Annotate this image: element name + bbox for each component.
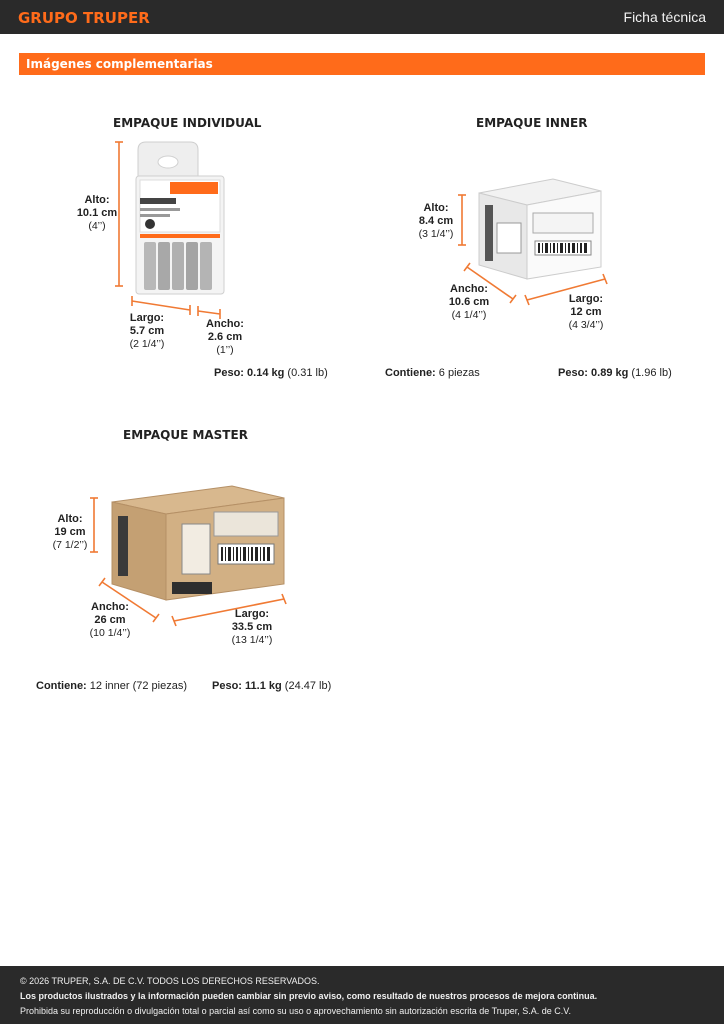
master-largo-label: Largo: [234,608,270,620]
inner-title: EMPAQUE INNER [476,116,588,130]
master-box [112,486,284,600]
section-header [19,53,705,75]
top-bar [0,0,724,34]
inner-alto [412,202,460,241]
master-title: EMPAQUE MASTER [123,428,248,442]
individual-ancho-imperial: (1’’) [216,344,234,356]
individual-peso-metric: 0.14 kg [247,367,285,379]
footer-notice: Los productos ilustrados y la información pueden cambiar sin previo aviso, como resultado de nuestros procesos de mejora continua. [20,991,598,1001]
inner-contiene-label: Contiene: [385,367,436,379]
footer-copyright: © 2026 TRUPER, S.A. DE C.V. TODOS LOS DERECHOS RESERVADOS. [20,976,320,986]
individual-alto-imperial: (4’’) [88,220,106,232]
master-alto-imperial: (7 1/2’’) [52,539,88,551]
master-ancho-imperial: (10 1/4’’) [89,627,131,639]
individual-title: EMPAQUE INDIVIDUAL [113,116,262,130]
individual-ancho [202,318,248,357]
inner-ancho-imperial: (4 1/4’’) [451,309,487,321]
individual-largo-metric: 5.7 cm [129,325,165,337]
master-contiene-label: Contiene: [36,680,87,692]
inner-alto-label: Alto: [423,202,449,214]
inner-largo-imperial: (4 3/4’’) [568,319,604,331]
individual-alto [76,194,118,233]
blister-pack [136,142,224,294]
individual-alto-label: Alto: [84,194,110,206]
individual-alto-metric: 10.1 cm [76,207,118,219]
inner-largo-metric: 12 cm [570,306,602,318]
master-ancho-label: Ancho: [91,601,129,613]
individual-peso-label: Peso: [214,367,244,379]
individual-ancho-label: Ancho: [206,318,244,330]
inner-peso-imperial: (1.96 lb) [631,367,672,379]
inner-peso-metric: 0.89 kg [591,367,629,379]
document-type: Ficha técnica [623,9,706,25]
inner-box [479,179,601,279]
master-largo-metric: 33.5 cm [231,621,273,633]
inner-ancho-label: Ancho: [450,283,488,295]
individual-ancho-metric: 2.6 cm [207,331,243,343]
master-largo-imperial: (13 1/4’’) [231,634,273,646]
master-peso [212,680,331,692]
inner-alto-imperial: (3 1/4’’) [418,228,454,240]
inner-peso-label: Peso: [558,367,588,379]
inner-contiene-value: 6 piezas [438,367,480,379]
master-largo [224,608,280,647]
master-peso-metric: 11.1 kg [245,680,282,692]
individual-largo [122,312,172,351]
master-alto-label: Alto: [57,513,83,525]
master-ancho-metric: 26 cm [94,614,126,626]
section-title: Imágenes complementarias [26,57,213,71]
master-ancho [84,601,136,640]
individual-peso-imperial: (0.31 lb) [287,367,328,379]
inner-peso [558,367,672,379]
inner-alto-metric: 8.4 cm [418,215,454,227]
inner-ancho-metric: 10.6 cm [448,296,490,308]
individual-peso [214,367,328,379]
master-peso-imperial: (24.47 lb) [284,680,332,692]
master-contiene [36,680,187,692]
master-alto-metric: 19 cm [54,526,86,538]
brand-logo: GRUPO TRUPER [18,9,150,27]
inner-largo [560,293,612,332]
master-alto [48,513,92,552]
inner-largo-label: Largo: [568,293,604,305]
individual-largo-imperial: (2 1/4’’) [129,338,165,350]
footer [0,966,724,1024]
master-peso-label: Peso: [212,680,242,692]
master-contiene-value: 12 inner (72 piezas) [89,680,188,692]
individual-largo-label: Largo: [129,312,165,324]
inner-contiene [385,367,480,379]
inner-ancho [444,283,494,322]
footer-prohibition: Prohibida su reproducción o divulgación total o parcial así como su uso o aprovechamiento sin autorización escrita de Truper, S.A. de C.V. [20,1006,571,1016]
